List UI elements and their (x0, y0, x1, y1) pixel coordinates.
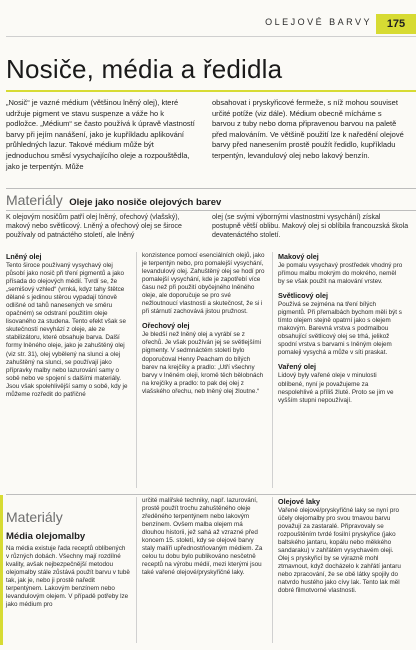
column-separator (136, 252, 137, 488)
section1-heading: Oleje jako nosiče olejových barev (69, 197, 222, 208)
section2-kicker-row (6, 509, 63, 527)
section2-kicker: Materiály (6, 509, 63, 525)
section2-accent-bar (0, 495, 3, 645)
column-separator (136, 497, 137, 643)
section2-column-3 (278, 497, 404, 596)
section2-column-1 (6, 545, 130, 609)
media-text-1: Na média existuje řada receptů oblíbených v různých dobách. Všechny mají rozdílné kvality, avšak nejbezpečnější metodou olejomalby stále zůstává použít barvu v tubě tak, jak je, nebo ji prostě naředit terpentýnem. Lakovým benzínem nebo levandulovým olejem. V případě potřeby lze jako médium pro (6, 545, 130, 609)
varnish-text: Vařené olejové/pryskyřičné laky se nyní pro účely olejomalby pro svou tmavou barvu považují za zastaralé. Připravovaly se rozpouštěním tvrdé fosilní pryskyřice (jako baltského jantaru, kopálu nebo měkkého sandaraku) v zahřátém vysychavém oleji. Olej s pryskyřicí by se výrazně mohl ztmavnout, když docházelo k zahřátí jantaru nebo zpracování, že se obě látky spojily do natvrdo hustého jako cívy lak. Tento lak měl dobré filmotvorné vlastnosti. (278, 507, 401, 595)
media-text-2: určité malířské techniky, např. lazurování, prostě použít trochu zahuštěného oleje zředěného terpentýnem nebo lakovým benzínem. Ovšem malba olejem má dlouhou historii, jež sahá až vzrazné před koncem 15. století, kdy se olejové barvy staly malíři upřednostňovaným médiem. Za celou tu dobu bylo publikováno nesčetně receptů na výrobu médií, mezi kterými jsou také vařené olejové/pryskyřičné laky. (142, 497, 263, 577)
page-header (238, 14, 416, 34)
section-rule-top (6, 188, 416, 189)
oil-heading-poppy: Makový olej (278, 252, 319, 261)
section2-rule (6, 494, 416, 495)
title-rule (6, 90, 416, 92)
section1-column-1 (6, 252, 130, 399)
page-number: 175 (376, 14, 416, 34)
section1-heading-rule (6, 210, 416, 211)
column-separator (272, 252, 273, 488)
section1-column-3 (278, 252, 404, 405)
page-title: Nosiče, média a ředidla (6, 54, 283, 84)
oil-text-safflower: Používá se zejména na tření bílých pigmentů. Při přemalbách bychom měli být s tímto olejem stejně opatrní jako s olejem makovým. Barevná vrstva s podmalbou obsahující světlicový olej se trhá, jelikož spodní vrstva s barvami s lněným olejem pomaleji vysychá a může v síti praskat. (278, 301, 402, 357)
oil-heading-boiled: Vařený olej (278, 362, 316, 372)
running-title: OLEJOVÉ BARVY (265, 17, 372, 27)
section1-column-2 (142, 252, 266, 396)
oil-text-linseed-cont: konzistence pomocí esenciálních olejů, jako je terpentýn nebo, pro pomalejší vysychání, levandulový olej. Zahuštěný olej se hodí pro pomalejší vysychání, kde je zapotřebí více času než při použití obyčejného lněného oleje, ale doporučuje se pro své nežloutnoucí vlastnosti a skutečnost, že si i při stárnutí zachovává jistou pružnost. (142, 252, 265, 316)
intro-paragraph-right: obsahovat i pryskyřicové fermeže, s níž mohou souviset určité potíže (viz dále). Médium obecně míchámе s barvou z tuby nebo doma připravenou barvou na paletě před malováním. Ve většině použití lze k naředění olejové barvy před nanesením prostě použít ředidlo, kupříkladu terpentýn, levandulový olej nebo lakový benzín. (212, 98, 404, 160)
section1-intro-right: olej (se svými výbornými vlastnostmi vysychání) získal postupně větší oblibu. Makový olej si oblíbila francouzská škola devatenáctého století. (212, 214, 409, 240)
section2-heading: Média olejomalby (6, 531, 86, 542)
oil-text-walnut: Je bledší než lněný olej a vyrábí se z ořechů. Je však používán jej se světlejšími pigmenty. V sedmnáctém století bylo doporučoval Henry Peacham do bílých barev na krejčíky a pradlo: „Utří všechny barvy v lněném oleji, kromě těch bělobnách na krejčíky a pradlo: to pak dej olej z vlašského ořechu, neb lněný olej žloutne.“ (142, 331, 264, 395)
oil-text-boiled: Lidový byly vařené oleje v minulosti oblíbené, nyní je považujeme za nespolehlivé a příliš žluté. Proto se jim ve vyšším stupni nepoužívají. (278, 372, 394, 404)
varnish-heading: Olejové laky (278, 497, 320, 506)
oil-text-linseed: Tento široce používaný vysychavý olej působí jako nosič při tření pigmentů a jako přísada do olejových médií. Tvrdí se, že „semišový vzhled“ (vrnká, kdyz tahy štětce dělané s jedinou stěrou vypadají tónově odlišné od tahů nanesených ve směru opačném) se odstraní použitím oleje lisovaného za studena. Tento efekt však se skutečností nevyhází z oleje, ale ze stabilizátoru, které obsahuje barva. Další formy lněného oleje, jako je zahuštěný olej (viz str. 31), olej vybělený na slunci a olej zahuštěný na slunci, se používají jako přípravky malby nebo lazurování samy o sobě nebo ve spojení s dalšími materiály. Jsou však spolehlivější samy o sobě, kdy je můžeme rozředit do patřičné (6, 262, 128, 398)
header-rule (6, 36, 416, 37)
section1-heading-row (6, 192, 221, 210)
section2-column-2 (142, 497, 266, 577)
intro-paragraph-left: „Nosič“ je vazné médium (většinou lněný olej), které udržuje pigment ve stavu suspenze a váže ho k podložce. „Médium“ se často používá k úpravě vlastností barvy při jejím nanášení, jako je kupříkladu aplikování průhledných lazur. Takové médium může být jednoduchou směsí vysychajícího oleje a rozpouštědla, jako je terpentýn. Může (6, 98, 195, 171)
oil-heading-linseed: Lněný olej (6, 252, 42, 261)
oil-heading-safflower: Světlicový olej (278, 291, 328, 301)
oil-heading-walnut: Ořechový olej (142, 321, 190, 331)
section1-kicker: Materiály (6, 192, 63, 208)
section1-intro-left: K olejovým nosičům patří olej lněný, ořechový (vlašský), makový nebo světlicový. Lněný a ořechový olej se široce používaly od patnáctého století, ale lněný (6, 214, 182, 240)
column-separator (272, 497, 273, 643)
oil-text-poppy: Je pomalu vysychavý prostředek vhodný pro přímou malbu mokrým do mokrého, neměl by se však použít na malování vrstev. (278, 262, 403, 286)
